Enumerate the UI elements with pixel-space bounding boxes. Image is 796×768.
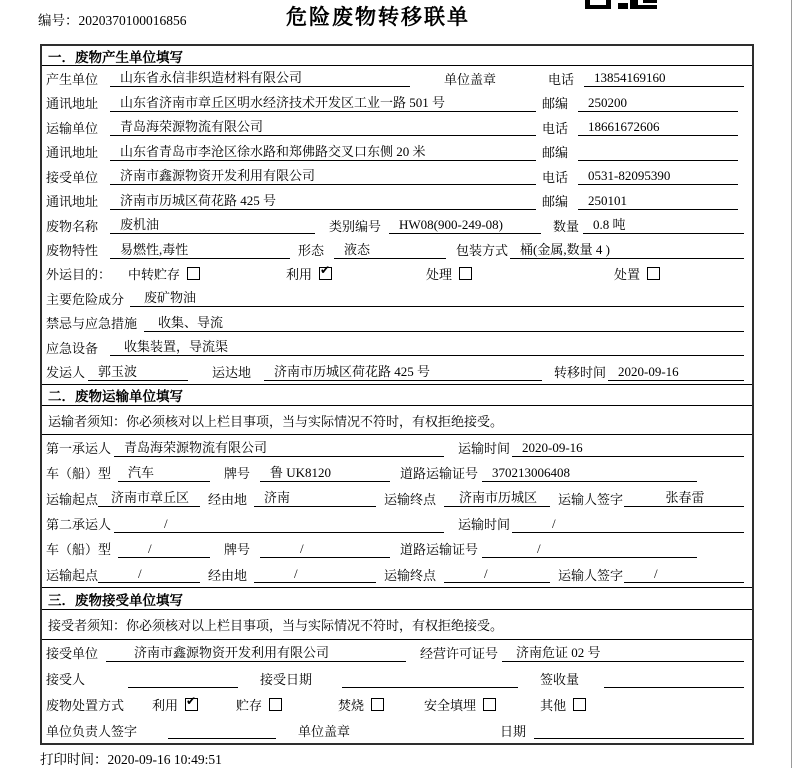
dispatcher-label: 发运人 [46,365,86,381]
transfer-time-label: 转移时间 [554,365,607,381]
row-route-2 [42,562,752,587]
vehicle-type-label: 车（船）型 [46,542,112,558]
second-carrier-label: 第二承运人 [46,517,112,533]
transport-address-value: 山东省青岛市李沧区徐水路和郑佛路交叉口东侧 20 米 [110,143,536,161]
form-state-value: 液态 [334,241,446,259]
responsible-sign-label: 单位负责人签字 [46,723,138,739]
category-code-value: HW08(900-249-08) [389,216,541,234]
disposal-method-label: 废物处置方式 [46,697,125,713]
transport-time-label: 运输时间 [458,441,511,457]
producer-zip-value: 250200 [578,94,738,112]
disposal-option-other [540,695,586,714]
checkbox-label: 利用 [286,267,313,283]
row-hazard-component [42,286,752,310]
section2-header: 二．废物运输单位填写 [42,384,752,406]
road-cert-value: 370213006408 [482,464,697,482]
waste-name-label: 废物名称 [46,218,99,234]
route-end-value: 济南市历城区 [444,489,550,507]
packing-value: 桶(金属,数量 4 ) [510,241,744,259]
plate-label: 牌号 [224,542,251,558]
receive-address-value: 济南市历城区荷花路 425 号 [110,192,536,210]
page-scan-edge [791,0,792,768]
quantity-value: 0.8 吨 [583,216,744,234]
route-start-label: 运输起点 [46,567,99,583]
quantity-label: 数量 [553,218,580,234]
row-waste-name [42,213,752,237]
transport-unit-value: 青岛海荣源物流有限公司 [110,118,536,136]
transport-zip-value [578,143,738,161]
row-receive-unit [42,164,752,188]
print-time-label: 打印时间： [40,752,108,767]
carrier-sign-value: / [624,565,744,583]
emergency-equipment-label: 应急设备 [46,340,99,356]
emergency-equipment-value: 收集装置，导流渠 [110,338,744,356]
zip-label: 邮编 [542,96,569,112]
checkbox-label: 焚烧 [338,697,365,713]
section3-rows [42,640,752,743]
route-via-value: 济南 [254,489,376,507]
print-time [40,748,222,768]
checkbox-icon [371,698,384,711]
destination-value: 济南市历城区荷花路 425 号 [264,363,542,381]
checkbox-label: 处置 [614,267,641,283]
row-vehicle-2 [42,536,752,561]
carrier-sign-label: 运输人签字 [558,567,624,583]
destination-label: 运达地 [212,365,252,381]
checkbox-icon [187,267,200,280]
producer-address-value: 山东省济南市章丘区明水经济技术开发区工业一路 501 号 [110,94,536,112]
purpose-option-treat [426,264,472,283]
waste-character-value: 易燃性,毒性 [110,241,290,259]
license-value: 济南危证 02 号 [502,644,744,662]
packing-label: 包装方式 [456,243,509,259]
transport-time-value: 2020-09-16 [512,439,744,457]
disposal-option-landfill [424,695,496,714]
receive-phone-value: 0531-82095390 [578,167,738,185]
row-producer-unit [42,66,752,90]
receive-unit-label: 接受单位 [46,169,99,185]
manifest-form [40,44,754,745]
transfer-time-value: 2020-09-16 [608,363,744,381]
section3-header: 三．废物接受单位填写 [42,587,752,610]
transfer-purpose-label: 外运目的： [46,267,112,283]
disposal-option-store [236,695,282,714]
road-cert-label: 道路运输证号 [400,542,479,558]
row-emergency-equipment [42,335,752,359]
route-start-label: 运输起点 [46,491,99,507]
row-disposal-method [42,692,752,718]
transport-time-value: / [512,515,744,533]
section1-header: 一．废物产生单位填写 [42,46,752,66]
checkbox-label: 贮存 [236,697,263,713]
checkbox-label: 中转贮存 [128,267,181,283]
route-via-label: 经由地 [208,491,248,507]
unit-seal-label: 单位盖章 [298,723,351,739]
disposal-option-utilize [152,695,198,714]
address-label: 通讯地址 [46,194,99,210]
checkbox-icon [269,698,282,711]
route-end-label: 运输终点 [384,491,437,507]
print-time-value: 2020-09-16 10:49:51 [107,752,222,767]
license-label: 经营许可证号 [420,646,499,662]
second-carrier-value: / [114,515,444,533]
row-transport-address [42,139,752,163]
sign-date-value [534,721,744,739]
route-via-value: / [254,565,376,583]
signed-quantity-value [604,670,744,688]
taboo-measures-label: 禁忌与应急措施 [46,316,138,332]
checkbox-label: 处理 [426,267,453,283]
route-start-value: / [98,565,200,583]
hazard-component-value: 废矿物油 [130,289,744,307]
checkbox-icon [185,698,198,711]
row-accept-unit [42,640,752,666]
row-vehicle-1 [42,460,752,485]
transport-phone-value: 18661672606 [578,118,738,136]
accept-unit-value: 济南市鑫源物资开发利用有限公司 [106,644,406,662]
address-label: 通讯地址 [46,96,99,112]
vehicle-type-value: / [118,540,210,558]
road-cert-label: 道路运输证号 [400,466,479,482]
vehicle-type-label: 车（船）型 [46,466,112,482]
checkbox-label: 利用 [152,697,179,713]
accept-date-label: 接受日期 [260,672,313,688]
zip-label: 邮编 [542,194,569,210]
receive-unit-value: 济南市鑫源物资开发利用有限公司 [110,167,536,185]
hazard-component-label: 主要危险成分 [46,291,125,307]
road-cert-value: / [482,540,697,558]
transport-time-label: 运输时间 [458,517,511,533]
checkbox-icon [483,698,496,711]
route-start-value: 济南市章丘区 [98,489,200,507]
section2-notice: 运输者须知：你必须核对以上栏目事项，当与实际情况不符时，有权拒绝接受。 [42,406,752,435]
checkbox-label: 安全填埋 [424,697,477,713]
taboo-measures-value: 收集、导流 [144,314,744,332]
row-taboo-measures [42,311,752,335]
transport-unit-label: 运输单位 [46,120,99,136]
route-via-label: 经由地 [208,567,248,583]
row-waste-character [42,237,752,261]
category-code-label: 类别编号 [329,218,382,234]
carrier-sign-label: 运输人签字 [558,491,624,507]
signed-quantity-label: 签收量 [540,672,580,688]
checkbox-label: 其他 [540,697,567,713]
checkbox-icon [573,698,586,711]
phone-label: 电话 [542,169,569,185]
row-responsible-sign [42,717,752,743]
route-end-label: 运输终点 [384,567,437,583]
unit-seal-label: 单位盖章 [444,71,497,87]
plate-value: 鲁 UK8120 [260,464,390,482]
row-dispatcher [42,360,752,384]
first-carrier-label: 第一承运人 [46,441,112,457]
section2-rows [42,435,752,587]
route-end-value: / [444,565,550,583]
plate-label: 牌号 [224,466,251,482]
checkbox-icon [319,267,332,280]
row-transfer-purpose [42,262,752,286]
producer-unit-label: 产生单位 [46,71,99,87]
sign-date-label: 日期 [500,723,527,739]
waste-name-value: 废机油 [110,216,315,234]
row-transport-unit [42,115,752,139]
row-receive-address [42,188,752,212]
checkbox-icon [459,267,472,280]
purpose-option-utilize [286,264,332,283]
phone-label: 电话 [548,71,575,87]
zip-label: 邮编 [542,145,569,161]
accept-date-value [342,670,518,688]
row-route-1 [42,486,752,511]
qr-code-fragment [585,0,663,9]
page-title: 危险废物转移联单 [286,6,470,29]
producer-phone-value: 13854169160 [584,69,744,87]
section3-notice: 接受者须知：你必须核对以上栏目事项，当与实际情况不符时，有权拒绝接受。 [42,610,752,640]
checkbox-icon [647,267,660,280]
disposal-option-incinerate [338,695,384,714]
receive-zip-value: 250101 [578,192,738,210]
accept-person-value [128,670,238,688]
vehicle-type-value: 汽车 [118,464,210,482]
waste-character-label: 废物特性 [46,243,99,259]
row-producer-address [42,90,752,114]
accept-unit-label: 接受单位 [46,646,99,662]
section1-rows [42,66,752,384]
purpose-option-dispose [614,264,660,283]
row-first-carrier [42,435,752,460]
accept-person-label: 接受人 [46,672,86,688]
first-carrier-value: 青岛海荣源物流有限公司 [114,439,444,457]
row-second-carrier [42,511,752,536]
document-number-value: 2020370100016856 [78,13,187,28]
address-label: 通讯地址 [46,145,99,161]
phone-label: 电话 [542,120,569,136]
carrier-sign-value: 张春雷 [624,489,744,507]
row-accept-person [42,666,752,692]
document-number-label: 编号： [38,13,79,28]
dispatcher-value: 郭玉波 [88,363,188,381]
purpose-option-storage [128,264,200,283]
producer-unit-value: 山东省永信非织造材料有限公司 [110,69,410,87]
form-state-label: 形态 [298,243,325,259]
responsible-sign-value [168,721,276,739]
plate-value: / [260,540,390,558]
